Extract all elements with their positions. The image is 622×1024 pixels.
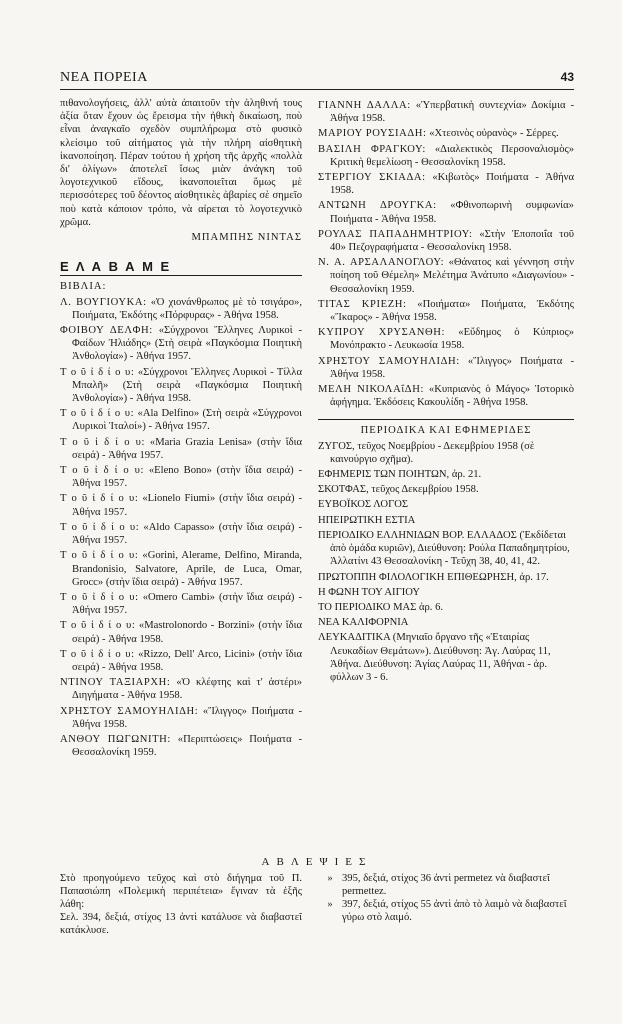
list-item [60,324,302,364]
list-item [60,366,302,406]
entry-text: «Gorini, Alerame, Delfino, Miranda, Brandonisio, Salvatore, Aprile, de Luca, Omar, Grocc» (στὴν ἴδια σειρά) - Ἀθήνα 1957. [72,550,302,588]
periodical-item: ΠΕΡΙΟΔΙΚΟ ΕΛΛΗΝΙΔΩΝ ΒΟΡ. ΕΛΛΑΔΟΣ (Ἐκδίδεται ἀπὸ ὁμάδα κυριῶν), Διεύθυνση: Ρούλα Παπαδημητρίου, Ἀλλατίνι 43 Θεσσαλονίκη - Τεῦχη 38, 40, 41, 42. [318,529,570,568]
list-item [318,355,574,381]
entry-text: «Περιπτώσεις» Ποιήματα - Θεσσαλονίκη 1959. [72,733,302,759]
list-item [60,521,302,547]
entry-text: «Ala Delfino» (Στὴ σειρὰ «Σύγχρονοι Λυρικοὶ Ἰταλοί») - Ἀθήνα 1957. [72,408,303,433]
periodical-item: ΖΥΓΟΣ, τεῦχος Νοεμβρίου - Δεκεμβρίου 1958 (σὲ καινούργιο σχῆμα). [318,440,535,465]
entry-text: «Σύγχρονοι Ἕλληνες Λυρικοὶ - Τίλλα Μπαλῆ» (Στὴ σειρὰ «Παγκόσμια Ποιητικὴ Ἀνθολογία») - Ἀθήνα 1958. [72,366,302,405]
right-column [318,97,574,684]
entry-text: «Ὁ χιονάνθρωπος μὲ τὸ τσιγάρο», Ποιήματα, Ἐκδότης «Πόρφυρας» - Ἀθήνα 1958. [72,296,302,321]
entry-author: ΣΤΕΡΓΙΟΥ ΣΚΙΑΔΑ: [318,172,426,184]
entry-author: ΦΟΙΒΟΥ ΔΕΛΦΗ: [60,325,153,337]
periodical-item: Η ΦΩΝΗ ΤΟΥ ΑΙΓΙΟΥ [318,586,420,598]
periodical-item: ΠΡΩΤΟΠΠΗ ΦΙΛΟΛΟΓΙΚΗ ΕΠΙΘΕΩΡΗΣΗ, ἀρ. 17. [318,571,549,583]
section-title: Ε Λ Α Β Α Μ Ε [60,260,302,276]
entry-author: ΜΕΛΗ ΝΙΚΟΛΑΐΔΗ: [318,384,424,396]
book-list-right [318,99,574,409]
entry-text: «Ὁ κλέφτης καὶ τ' ἀστέρι» Διηγήματα - Ἀθήνα 1958. [72,677,302,702]
errata-title: ΑΒΛΕΨΙΕΣ [261,856,373,868]
entry-text: «Ὑπερβατικὴ συντεχνία» Δοκίμια - Ἀθήνα 1958. [330,100,574,125]
entry-text: «Διαλεκτικὸς Περσοναλισμὸς» Κριτικὴ θεμελίωση - Θεσσαλονίκη 1958. [330,143,575,168]
entry-text: «Ἴλιγγος» Ποιήματα - Ἀθήνα 1958. [72,705,302,730]
entry-author: Τ ο ῦ ἰ δ ί ο υ: [60,493,139,505]
list-item [60,549,302,589]
list-item [318,256,574,296]
errata-item [318,872,574,898]
entry-text: «Rizzo, Dell' Arco, Licini» (στὴν ἴδια σειρά) - Ἀθήνα 1958. [72,648,303,673]
entry-text: «Aldo Capasso» (στὴν ἴδια σειρά) - Ἀθήνα 1957. [72,521,303,547]
errata-section [60,856,574,937]
entry-text: «Omero Cambi» (στὴν ἴδια σειρά) - Ἀθήνα 1957. [72,591,302,617]
entry-text: «Mastrolonordo - Borzini» (στὴν ἴδια σειρά) - Ἀθήνα 1958. [72,620,302,645]
entry-author: Λ. ΒΟΥΓΙΟΥΚΑ: [60,296,147,308]
periodical-item: ΣΚΟΤΦΑΣ, τεῦχος Δεκεμβρίου 1958. [318,484,479,496]
entry-author: ΒΑΣΙΛΗ ΦΡΑΓΚΟΥ: [318,143,426,155]
entry-text: «Φθινοπωρινὴ συμφωνία» Ποιήματα - Ἀθήνα 1958. [330,200,574,225]
list-item [60,619,302,645]
entry-text: «Κιβωτὸς» Ποιήματα - Ἀθήνα 1958. [330,172,574,197]
page-number: 43 [560,70,574,84]
list-item [318,99,574,125]
subsection-title: ΒΙΒΛΙΑ: [60,281,107,293]
list-item [318,228,574,254]
entry-author: ΝΤΙΝΟΥ ΤΑΞΙΑΡΧΗ: [60,677,171,689]
list-item [318,171,574,197]
entry-author: Τ ο ῦ ἰ δ ί ο υ: [60,620,136,632]
list-item [318,326,574,352]
errata-item [318,898,574,924]
entry-author: Τ ο ῦ ἰ δ ί ο υ: [60,591,139,603]
periodical-item: ΗΠΕΙΡΩΤΙΚΗ ΕΣΤΙΑ [318,514,416,526]
list-item [60,492,302,518]
list-item [318,298,574,324]
list-item [318,199,574,225]
entry-text: «Χτεσινὸς οὐρανὸς» - Σέρρες. [426,128,559,140]
entry-text: «Εὔδημος ὁ Κύπριος» Μονόπρακτο - Λευκωσία 1958. [330,327,574,352]
entry-author: ΧΡΗΣΤΟΥ ΣΑΜΟΥΗΛΙΔΗ: [318,355,460,367]
entry-text: «Ποιήματα» Ποιήματα, Ἐκδότης «Ἴκαρος» - Ἀθήνα 1958. [330,298,574,324]
intro-paragraph: πιθανολογήσεις, ἀλλ' αὐτὰ ἀπαιτοῦν τὴν ἀληθινή τους ἀξία ὅταν ἔχουν ὡς ἔρεισμα τὴν ἠθικὴ δικαίωση, ποὺ εἶναι ἀναγκαῖο σχεδὸν συμπλήρωμα στὸ φυσικὸ κλείσιμο τοῦ αἰτήματος γιὰ τὴν πλήρη αἰσθητικὴ ἱκανοποίηση. Πέραν τούτου ἡ χρήση τῆς ἀρχῆς «πολλὰ δι' ὀλίγων» ἀποτελεῖ ἴσως μιὰν ἀνάγκη τοῦ λογοτεχνικοῦ εἴδους, ἱκανοποιεῖται ὅμως μὲ περισσότερες τοῦ δέοντος αἰσθητικὲς ἀβαρίες σὲ σημεῖο ποὺ κατὰ κάποιον τρόπο, νὰ αἰρεται τὸ λογοτεχνικὸ χρῶμα. [60,98,302,228]
entry-text: «Κυπριανὸς ὁ Μάγος» Ἱστορικὸ ἀφήγημα. Ἐκδόσεις Κακουλίδη - Ἀθήνα 1958. [330,384,575,409]
entry-author: ΓΙΑΝΝΗ ΔΑΛΛΑ: [318,100,411,111]
periodical-item: ΤΟ ΠΕΡΙΟΔΙΚΟ ΜΑΣ ἀρ. 6. [318,601,444,613]
entry-text: «Στὴν Ἐποποιΐα τοῦ 40» Πεζογραφήματα - Θεσσαλονίκη 1958. [330,228,574,254]
entry-author: ΤΙΤΑΣ ΚΡΙΕΖΗ: [318,298,407,310]
entry-text: «Lionelo Fiumi» (στὴν ἴδια σειρά) - Ἀθήνα 1957. [72,493,302,518]
author-signature: ΜΠΑΜΠΗΣ ΝΙΝΤΑΣ [191,232,302,244]
journal-title: ΝΕΑ ΠΟΡΕΙΑ [60,70,148,85]
entry-author: ΧΡΗΣΤΟΥ ΣΑΜΟΥΗΛΙΔΗ: [60,705,199,717]
periodicals-list [318,440,574,684]
errata-text: 397, δεξιά, στίχος 55 ἀντὶ ἀπὸ τὸ λαιμὸ νὰ διαβαστεῖ γύρω στὸ λαιμό. [342,899,567,923]
entry-author: ΑΝΘΟΥ ΠΩΓΩΝΙΤΗ: [60,733,171,745]
periodical-item: ΝΕΑ ΚΑΛΙΦΟΡΝΙΑ [318,617,409,629]
errata-right [318,872,574,937]
list-item [60,591,302,617]
list-item [60,436,302,462]
entry-author: Τ ο ῦ ἰ δ ί ο υ: [60,436,145,448]
periodical-item: ΛΕΥΚΑΔΙΤΙΚΑ (Μηνιαῖο ὄργανο τῆς «Ἑταιρίας Λευκαδίων Θεμάτων»). Διεύθυνση: Ἁγ. Λαύρας 11, Ἀθήνα. Διεύθυνση: Ἁγίας Λαύρας 11, Ἀθήναι - ἀρ. φύλλων 3 - 6. [318,632,551,683]
list-item [60,676,302,702]
entry-author: Τ ο ῦ ἰ δ ί ο υ: [60,465,145,477]
entry-author: Τ ο ῦ ἰ δ ί ο υ: [60,648,135,660]
list-item [60,648,302,674]
errata-text: 395, δεξιά, στίχος 36 ἀντὶ permetez νὰ διαβαστεῖ permettez. [342,873,550,897]
entry-text: «Maria Grazia Lenisa» (στὴν ἴδια σειρά) - Ἀθήνα 1957. [72,436,302,461]
list-item [318,383,574,409]
periodical-item: ΕΦΗΜΕΡΙΣ ΤΩΝ ΠΟΙΗΤΩΝ, ἀρ. 21. [318,469,482,481]
entry-author: ΡΟΥΛΑΣ ΠΑΠΑΔΗΜΗΤΡΙΟΥ: [318,228,473,240]
list-item [60,733,302,759]
entry-text: «Eleno Bono» (στὴν ἴδια σειρά) - Ἀθήνα 1957. [72,465,302,490]
ditto-mark: » [327,899,333,910]
entry-author: Ν. Α. ΑΡΣΑΛΑΝΟΓΛΟΥ: [318,257,445,269]
left-column [60,97,302,759]
entry-text: «Ἴλιγγος» Ποιήματα - Ἀθήνα 1958. [330,355,574,380]
entry-text: «Θάνατος καὶ γέννηση στὴν ποίηση τοῦ Θέμελη» Μελέτημα Ἀνάτυπο «Διαγωνίου» - Θεσσαλονίκη 1959. [330,257,575,295]
entry-author: Τ ο ῦ ἰ δ ί ο υ: [60,550,139,562]
list-item [318,127,574,140]
errata-left [60,872,302,937]
ditto-mark: » [327,873,333,884]
entry-text: «Σύγχρονοι Ἕλληνες Λυρικοὶ - Φαίδων Ἠλιάδης» (Στὴ σειρὰ «Παγκόσμια Ποιητικὴ Ἀνθολογία») - Ἀθήνα 1957. [72,325,302,363]
list-item [60,464,302,490]
errata-first-item: Σελ. 394, δεξιά, στίχος 13 ἀντὶ κατάλυσε νὰ διαβαστεῖ κατάκλυσε. [60,912,302,936]
book-list-left [60,296,302,760]
list-item [318,143,574,169]
entry-author: ΜΑΡΙΟΥ ΡΟΥΣΙΑΔΗ: [318,128,427,140]
entry-author: ΑΝΤΩΝΗ ΔΡΟΥΓΚΑ: [318,200,437,212]
list-item [60,407,302,433]
errata-intro: Στὸ προηγούμενο τεῦχος καὶ στὸ διήγημα τοῦ Π. Παπασιώπη «Πολεμικὴ περιπέτεια» ἔγιναν τὰ ἑξῆς λάθη: [60,873,302,910]
entry-author: Τ ο ῦ ἰ δ ί ο υ: [60,521,140,533]
entry-author: ΚΥΠΡΟΥ ΧΡΥΣΑΝΘΗ: [318,327,445,339]
entry-author: Τ ο ῦ ἰ δ ί ο υ: [60,408,135,420]
periodical-item: ΕΥΒΟΪΚΟΣ ΛΟΓΟΣ [318,499,409,511]
list-item [60,705,302,731]
list-item [60,296,302,322]
entry-author: Τ ο ῦ ἰ δ ί ο υ: [60,366,135,378]
running-header [60,70,574,90]
periodicals-title: ΠΕΡΙΟΔΙΚΑ ΚΑΙ ΕΦΗΜΕΡΙΔΕΣ [318,419,574,437]
